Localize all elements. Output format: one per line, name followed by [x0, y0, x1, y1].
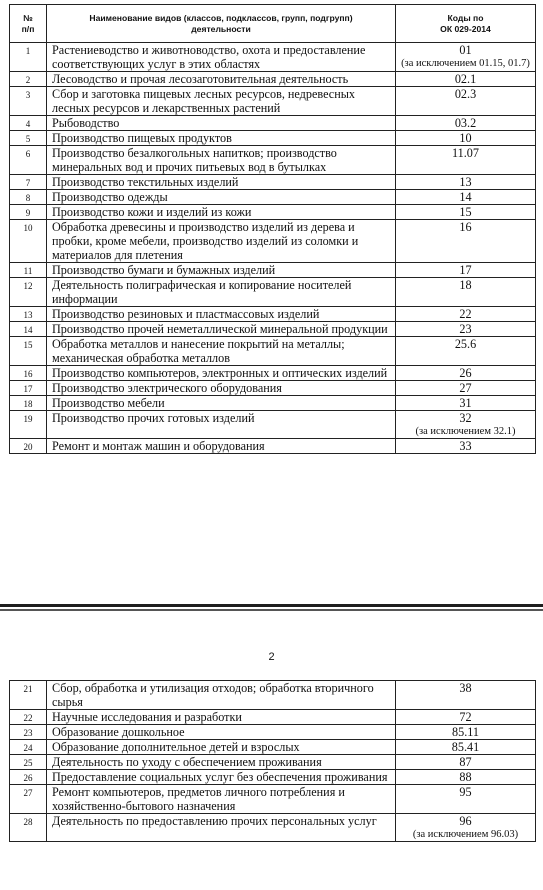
code-exception-note: (за исключением 32.1)	[415, 426, 516, 437]
table-row	[10, 337, 536, 366]
activity-code-cell	[396, 307, 536, 322]
activity-code: 10	[459, 131, 472, 145]
activity-code-cell	[396, 220, 536, 263]
activity-code: 85.41	[451, 740, 480, 754]
activity-code-cell	[396, 710, 536, 725]
table-row	[10, 381, 536, 396]
activity-code: 38	[459, 681, 472, 695]
activity-name: Деятельность по предоставлению прочих персональных услуг	[47, 814, 396, 842]
activity-code: 27	[459, 381, 472, 395]
activity-name: Производство прочих готовых изделий	[47, 411, 396, 439]
activity-code: 31	[459, 396, 472, 410]
row-number: 8	[10, 190, 47, 205]
table-row	[10, 322, 536, 337]
row-number: 22	[10, 710, 47, 725]
row-number: 21	[10, 681, 47, 710]
row-number: 4	[10, 116, 47, 131]
row-number: 23	[10, 725, 47, 740]
activity-code-cell	[396, 175, 536, 190]
row-number: 20	[10, 439, 47, 454]
row-number: 12	[10, 278, 47, 307]
page-number: 2	[268, 651, 275, 663]
activity-name: Лесоводство и прочая лесозаготовительная деятельность	[47, 72, 396, 87]
table-row	[10, 220, 536, 263]
table-row	[10, 725, 536, 740]
activity-code: 22	[459, 307, 472, 321]
row-number: 5	[10, 131, 47, 146]
table-row	[10, 366, 536, 381]
activity-name: Производство одежды	[47, 190, 396, 205]
table-row	[10, 116, 536, 131]
row-number: 14	[10, 322, 47, 337]
table-row	[10, 710, 536, 725]
row-number: 9	[10, 205, 47, 220]
activity-code: 16	[459, 220, 472, 234]
activity-code: 13	[459, 175, 472, 189]
activity-code-cell	[396, 263, 536, 278]
activity-code: 03.2	[454, 116, 477, 130]
activity-code: 01	[459, 43, 472, 57]
row-number: 16	[10, 366, 47, 381]
row-number: 6	[10, 146, 47, 175]
activity-name: Ремонт и монтаж машин и оборудования	[47, 439, 396, 454]
table-body-page2	[10, 681, 536, 842]
header-codes: Коды по ОК 029-2014	[396, 5, 536, 43]
table-row	[10, 278, 536, 307]
table-row	[10, 411, 536, 439]
row-number: 13	[10, 307, 47, 322]
activity-name: Рыбоводство	[47, 116, 396, 131]
table-row	[10, 263, 536, 278]
row-number: 18	[10, 396, 47, 411]
activity-name: Производство электрического оборудования	[47, 381, 396, 396]
activity-name: Деятельность по уходу с обеспечением проживания	[47, 755, 396, 770]
activity-name: Производство прочей неметаллической минеральной продукции	[47, 322, 396, 337]
row-number: 25	[10, 755, 47, 770]
table-row	[10, 396, 536, 411]
activity-name: Обработка древесины и производство изделий из дерева и пробки, кроме мебели, производство изделий из соломки и материалов для плетения	[47, 220, 396, 263]
activity-code: 14	[459, 190, 472, 204]
activity-name: Производство пищевых продуктов	[47, 131, 396, 146]
table-row	[10, 755, 536, 770]
table-row	[10, 190, 536, 205]
activity-name: Производство текстильных изделий	[47, 175, 396, 190]
row-number: 24	[10, 740, 47, 755]
row-number: 26	[10, 770, 47, 785]
activities-table-page1	[9, 4, 536, 454]
activity-code: 23	[459, 322, 472, 336]
table-row	[10, 814, 536, 842]
activity-code-cell	[396, 131, 536, 146]
activity-code-cell	[396, 755, 536, 770]
activity-code: 25.6	[454, 337, 477, 351]
table-row	[10, 740, 536, 755]
table-row	[10, 72, 536, 87]
activity-name: Образование дошкольное	[47, 725, 396, 740]
header-number: № п/п	[10, 5, 47, 43]
activity-code-cell	[396, 396, 536, 411]
header-activity-name: Наименование видов (классов, подклассов, групп, подгрупп) деятельности	[47, 5, 396, 43]
activity-name: Производство безалкогольных напитков; производство минеральных вод и прочих питьевых вод в бутылках	[47, 146, 396, 175]
code-exception-note: (за исключением 96.03)	[412, 829, 519, 840]
table-row	[10, 131, 536, 146]
table-row	[10, 681, 536, 710]
activity-code-cell	[396, 337, 536, 366]
activity-code-cell	[396, 43, 536, 72]
row-number: 17	[10, 381, 47, 396]
activity-code-cell	[396, 411, 536, 439]
activity-code-cell	[396, 87, 536, 116]
activity-name: Производство кожи и изделий из кожи	[47, 205, 396, 220]
table-row	[10, 785, 536, 814]
activity-code-cell	[396, 740, 536, 755]
activity-code-cell	[396, 322, 536, 337]
table-row	[10, 175, 536, 190]
activity-name: Сбор, обработка и утилизация отходов; обработка вторичного сырья	[47, 681, 396, 710]
table-row	[10, 87, 536, 116]
activity-code: 18	[459, 278, 472, 292]
table-row	[10, 439, 536, 454]
row-number: 1	[10, 43, 47, 72]
row-number: 10	[10, 220, 47, 263]
row-number: 28	[10, 814, 47, 842]
activity-code: 87	[459, 755, 472, 769]
table-body-page1	[10, 43, 536, 454]
activity-code-cell	[396, 72, 536, 87]
activity-name: Производство компьютеров, электронных и оптических изделий	[47, 366, 396, 381]
row-number: 27	[10, 785, 47, 814]
row-number: 11	[10, 263, 47, 278]
activity-code: 72	[459, 710, 472, 724]
code-exception-note: (за исключением 01.15, 01.7)	[401, 58, 530, 69]
activity-code-cell	[396, 381, 536, 396]
activity-code-cell	[396, 785, 536, 814]
row-number: 3	[10, 87, 47, 116]
table-row	[10, 43, 536, 72]
table-row	[10, 770, 536, 785]
activity-name: Производство бумаги и бумажных изделий	[47, 263, 396, 278]
activity-code: 85.11	[452, 725, 479, 739]
activity-code: 17	[459, 263, 472, 277]
activity-code: 11.07	[452, 146, 479, 160]
activities-table-page2	[9, 680, 536, 842]
activity-code: 26	[459, 366, 472, 380]
activity-name: Образование дополнительное детей и взрослых	[47, 740, 396, 755]
activity-code-cell	[396, 278, 536, 307]
row-number: 15	[10, 337, 47, 366]
activity-code: 15	[459, 205, 472, 219]
activity-code-cell	[396, 770, 536, 785]
activity-name: Производство резиновых и пластмассовых изделий	[47, 307, 396, 322]
table-row	[10, 146, 536, 175]
activity-code-cell	[396, 681, 536, 710]
activity-code: 88	[459, 770, 472, 784]
row-number: 19	[10, 411, 47, 439]
activity-name: Ремонт компьютеров, предметов личного потребления и хозяйственно-бытового назначения	[47, 785, 396, 814]
activity-code: 32	[459, 411, 472, 425]
activity-code: 02.3	[454, 87, 477, 101]
table-row	[10, 307, 536, 322]
activity-code-cell	[396, 190, 536, 205]
activity-code: 33	[459, 439, 472, 453]
page-break-rule-secondary	[0, 609, 543, 611]
activity-code: 95	[459, 785, 472, 799]
activity-name: Предоставление социальных услуг без обеспечения проживания	[47, 770, 396, 785]
activity-code: 02.1	[454, 72, 477, 86]
activity-name: Научные исследования и разработки	[47, 710, 396, 725]
activity-code-cell	[396, 205, 536, 220]
activity-code-cell	[396, 814, 536, 842]
activity-name: Сбор и заготовка пищевых лесных ресурсов, недревесных лесных ресурсов и лекарственных растений	[47, 87, 396, 116]
row-number: 7	[10, 175, 47, 190]
table-header-row	[10, 5, 536, 43]
activity-name: Деятельность полиграфическая и копирование носителей информации	[47, 278, 396, 307]
activity-code-cell	[396, 366, 536, 381]
activity-name: Обработка металлов и нанесение покрытий на металлы; механическая обработка металлов	[47, 337, 396, 366]
activity-name: Производство мебели	[47, 396, 396, 411]
activity-code-cell	[396, 116, 536, 131]
page-break-rule	[0, 604, 543, 607]
activity-code: 96	[459, 814, 472, 828]
activity-code-cell	[396, 725, 536, 740]
activity-code-cell	[396, 146, 536, 175]
activity-code-cell	[396, 439, 536, 454]
table-row	[10, 205, 536, 220]
row-number: 2	[10, 72, 47, 87]
activity-name: Растениеводство и животноводство, охота и предоставление соответствующих услуг в этих областях	[47, 43, 396, 72]
